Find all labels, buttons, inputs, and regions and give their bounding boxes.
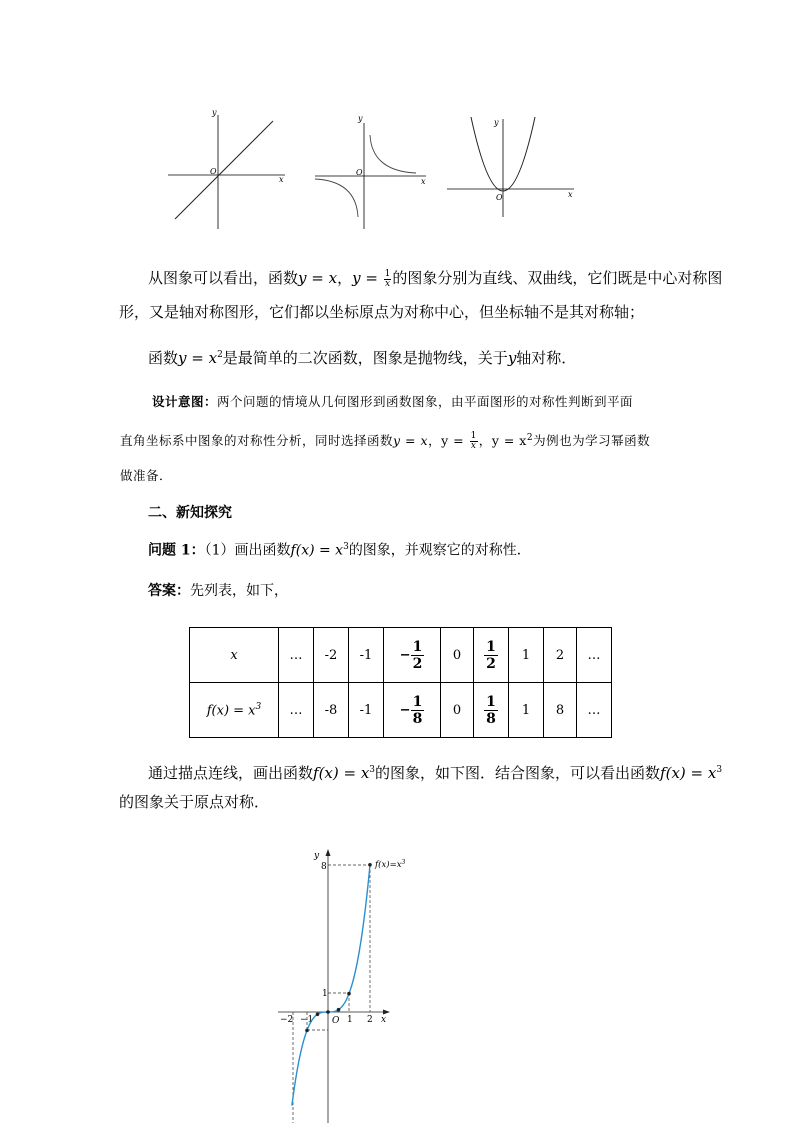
cubic-origin: O [332,1016,340,1026]
table-cell: -1 [349,683,384,738]
cubic-point [326,1010,330,1014]
cubic-curve-label: $f(x)=x^3$ [375,859,406,870]
table-cell: 1 [509,683,544,738]
cubic-curve [292,865,370,1106]
table-cell: … [577,628,612,683]
table-cell: … [279,628,314,683]
cubic-guides [293,865,370,1123]
table-row-fx [190,683,612,738]
table-cell-fraction: $\frac{1}{8}$ [474,683,509,738]
table-cell: 0 [441,683,474,738]
design-intent-line1: 设计意图：两个问题的情境从几何图形到函数图象，由平面图形的对称性判断到平面 [152,394,634,409]
graph-parabola-x-label: x [568,190,573,199]
paragraph-symmetry-1-line1: 从图象可以看出，函数y = x，y = $\frac{1}{x}$ 的图象分别为直线、双曲线，它们既是中心对称图 [148,268,723,289]
cubic-y-tick-1: 1 [322,989,328,999]
design-intent-line3: 做准备． [120,468,173,483]
cubic-points [305,863,372,1032]
section-title: 二、新知探究 [148,505,232,521]
graph-linear-y-label: y [212,108,217,117]
table-cell: 0 [441,628,474,683]
table-cell-fraction: − $\frac{1}{8}$ [384,683,441,738]
cubic-y-tick-8: 8 [321,862,327,872]
fraction-one-over-x: $\frac{1}{x}$ [384,268,391,289]
table-head-x: x [190,628,279,683]
fraction-one-over-x-design: $\frac{1}{x}$ [470,431,477,452]
graph-parabola-origin: O [496,193,503,202]
graph-hyperbola [315,114,426,229]
table-head-fx: $f(x) = x^3$ [190,683,279,738]
conclusion-line2: 的图象关于原点对称． [119,793,270,811]
table-cell-fraction: $\frac{1}{2}$ [474,628,509,683]
graph-linear-origin: O [210,167,217,176]
graph-hyperbola-x-label: x [421,177,426,186]
value-table [189,627,612,738]
cubic-point [305,1029,309,1033]
graph-hyperbola-y-label: y [358,114,363,123]
design-intent-line2: 直角坐标系中图象的对称性分析，同时选择函数y = x，y = $\frac{1}{x}$ ，$y = x^2$为例也为学习幂函数 [120,431,651,452]
table-cell: -2 [314,628,349,683]
top-graphs [160,105,590,235]
cubic-y-arrow [326,849,331,856]
graph-parabola-y-label: y [494,118,499,127]
graph-linear [168,108,285,229]
table-cell: … [577,683,612,738]
paragraph-symmetry-2: 函数$y = x^2$是最简单的二次函数，图象是抛物线，关于y轴对称． [148,349,577,367]
cubic-x-axis-label: x [381,1015,387,1025]
table-cell: -1 [349,628,384,683]
table-cell: 1 [509,628,544,683]
cubic-x-arrow [383,1010,390,1015]
cubic-x-tick-neg2: −2 [280,1015,294,1025]
table-cell: 8 [544,683,577,738]
cubic-graph [270,845,420,1123]
conclusion-line1: 通过描点连线，画出函数$f(x) = x^3$的图象，如下图．结合图象，可以看出函数$f(x) = x^3$ [148,764,723,782]
table-row-x [190,628,612,683]
paragraph-symmetry-1-line2: 形，又是轴对称图形，它们都以坐标原点为对称中心，但坐标轴不是其对称轴； [119,303,645,321]
cubic-point [337,1008,341,1012]
table-cell: 2 [544,628,577,683]
graph-hyperbola-origin: O [356,168,363,177]
cubic-y-axis-label: y [314,851,320,861]
cubic-x-tick-1: 1 [347,1015,353,1025]
question-1: 问题 1：（1）画出函数$f(x) = x^3$的图象，并观察它的对称性． [148,542,531,559]
graph-linear-x-label: x [279,175,284,184]
table-cell: … [279,683,314,738]
answer: 答案：先列表，如下， [148,583,288,599]
cubic-point [347,992,351,996]
graph-parabola [447,117,574,217]
table-cell-fraction: − $\frac{1}{2}$ [384,628,441,683]
cubic-point [316,1013,320,1017]
cubic-x-tick-neg1: −1 [300,1015,314,1025]
cubic-point [368,863,372,867]
cubic-x-tick-2: 2 [367,1015,373,1025]
table-cell: -8 [314,683,349,738]
